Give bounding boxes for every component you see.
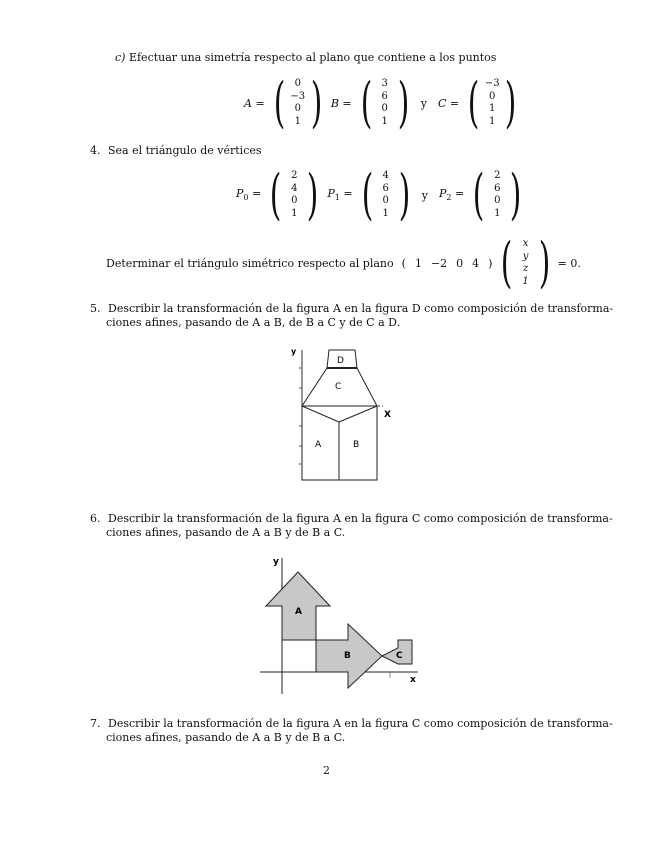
matrix-b: ( 3 6 0 1 ) [360, 71, 410, 134]
row-entry: −2 [430, 256, 448, 270]
matrix-b-entry: 1 [381, 115, 388, 127]
part-c-text: Efectuar una simetría respecto al plano que contiene a los puntos [128, 51, 497, 64]
item-6-statement [90, 512, 613, 525]
matrix-b-entry: 6 [381, 90, 388, 102]
matrix-b-entry: 0 [381, 103, 388, 114]
matrix-a-entry: 1 [294, 115, 301, 127]
y-axis-label: y [273, 557, 279, 567]
shape-a [266, 572, 330, 640]
part-c-label: c) [115, 51, 126, 64]
matrix-p0-entry: 1 [291, 207, 298, 219]
p1-sub: 1 [334, 193, 340, 203]
label-c: C [396, 651, 403, 661]
item-5-number: 5. [90, 302, 101, 315]
matrix-b-label: B = [330, 96, 352, 110]
matrix-p1-entry: 6 [382, 182, 389, 194]
item-5-line1: Describir la transformación de la figura A en la figura D como composición de transforma- [108, 302, 614, 315]
y-axis-label: y [291, 347, 297, 356]
row-entry: 4 [472, 256, 480, 270]
p2-label [439, 187, 464, 202]
matrix-p2-entry: 6 [494, 182, 501, 194]
page-number: 2 [323, 764, 330, 777]
matrix-c: ( −3 0 1 1 ) [467, 71, 517, 134]
p2-sub: 2 [446, 193, 452, 203]
x-axis-label: X [384, 410, 391, 420]
item-4-text: Sea el triángulo de vértices [108, 144, 262, 157]
label-c: C [335, 382, 342, 392]
matrix-a: ( 0 −3 0 1 ) [273, 71, 323, 134]
matrix-c-label: C = [438, 96, 460, 110]
var-entry: x [522, 238, 529, 249]
x-axis-label: x [410, 675, 416, 685]
figure-6 [258, 552, 428, 698]
triangle-vertices-equation [232, 164, 526, 226]
label-a: A [315, 440, 322, 450]
plane-text: Determinar el triángulo simétrico respecto al plano [106, 256, 394, 270]
item-4-statement [90, 144, 262, 157]
item-7-line1: Describir la transformación de la figura A en la figura C como composición de transforma- [108, 717, 613, 730]
part-c-statement [115, 51, 496, 64]
matrix-p0-entry: 0 [291, 195, 298, 206]
matrix-p0-entry: 4 [291, 182, 298, 194]
matrix-p1-entry: 4 [382, 170, 389, 181]
item-5-line2: ciones afines, pasando de A a B, de B a C y de C a D. [106, 316, 401, 329]
p2-name: P [438, 187, 447, 201]
figure-5 [285, 342, 395, 482]
item-7-statement [90, 717, 613, 730]
p0-label [236, 187, 261, 202]
conjunction-y-2: y [421, 188, 428, 202]
plane-equation [106, 232, 581, 294]
p0-sub: 0 [243, 193, 249, 203]
matrix-b-entry: 3 [381, 78, 388, 89]
matrix-p2: ( 2 6 0 1 ) [472, 163, 522, 226]
plane-equation-tail: = 0. [557, 256, 581, 270]
p1-name: P [327, 187, 335, 201]
matrix-a-entry: 0 [294, 78, 301, 89]
plane-row-vector: ( 1 −2 0 4 ) [401, 256, 493, 270]
p1-eq: = [343, 187, 353, 201]
matrix-c-entry: 1 [489, 115, 496, 127]
row-entry: 1 [414, 256, 422, 270]
p0-eq: = [252, 187, 262, 201]
item-4-number: 4. [90, 144, 101, 157]
points-abc-equation [240, 72, 521, 134]
matrix-p1-entry: 1 [382, 207, 389, 219]
row-entry: 0 [456, 256, 464, 270]
matrix-p2-entry: 1 [494, 207, 501, 219]
label-a: A [295, 607, 302, 617]
matrix-c-entry: 1 [489, 103, 496, 114]
matrix-a-label: A = [244, 96, 265, 110]
matrix-p2-entry: 0 [494, 195, 501, 206]
item-7-number: 7. [90, 717, 101, 730]
item-7-line2: ciones afines, pasando de A a B y de B a C. [106, 731, 346, 744]
var-entry: y [522, 250, 529, 262]
item-5-statement [90, 302, 613, 315]
item-6-line1: Describir la transformación de la figura A en la figura C como composición de transforma- [108, 512, 613, 525]
conjunction-y: y [420, 96, 427, 110]
label-d: D [337, 356, 344, 366]
matrix-a-entry: −3 [290, 90, 306, 102]
p2-eq: = [454, 187, 465, 201]
matrix-p2-entry: 2 [494, 170, 501, 181]
p1-label [327, 187, 352, 202]
matrix-p1-entry: 0 [382, 195, 389, 206]
label-b: B [353, 440, 360, 450]
matrix-a-entry: 0 [294, 103, 301, 114]
matrix-p1: ( 4 6 0 1 ) [361, 163, 411, 226]
p0-name: P [236, 187, 244, 201]
variable-vector: ( x y z 1 ) [501, 231, 550, 294]
var-entry: 1 [522, 275, 529, 287]
matrix-c-entry: −3 [484, 78, 500, 89]
var-entry: z [522, 263, 529, 274]
matrix-p0: ( 2 4 0 1 ) [269, 163, 319, 226]
item-6-number: 6. [90, 512, 101, 525]
label-b: B [344, 651, 351, 661]
item-6-line2: ciones afines, pasando de A a B y de B a C. [106, 526, 346, 539]
matrix-p0-entry: 2 [291, 170, 298, 181]
matrix-c-entry: 0 [489, 90, 496, 102]
